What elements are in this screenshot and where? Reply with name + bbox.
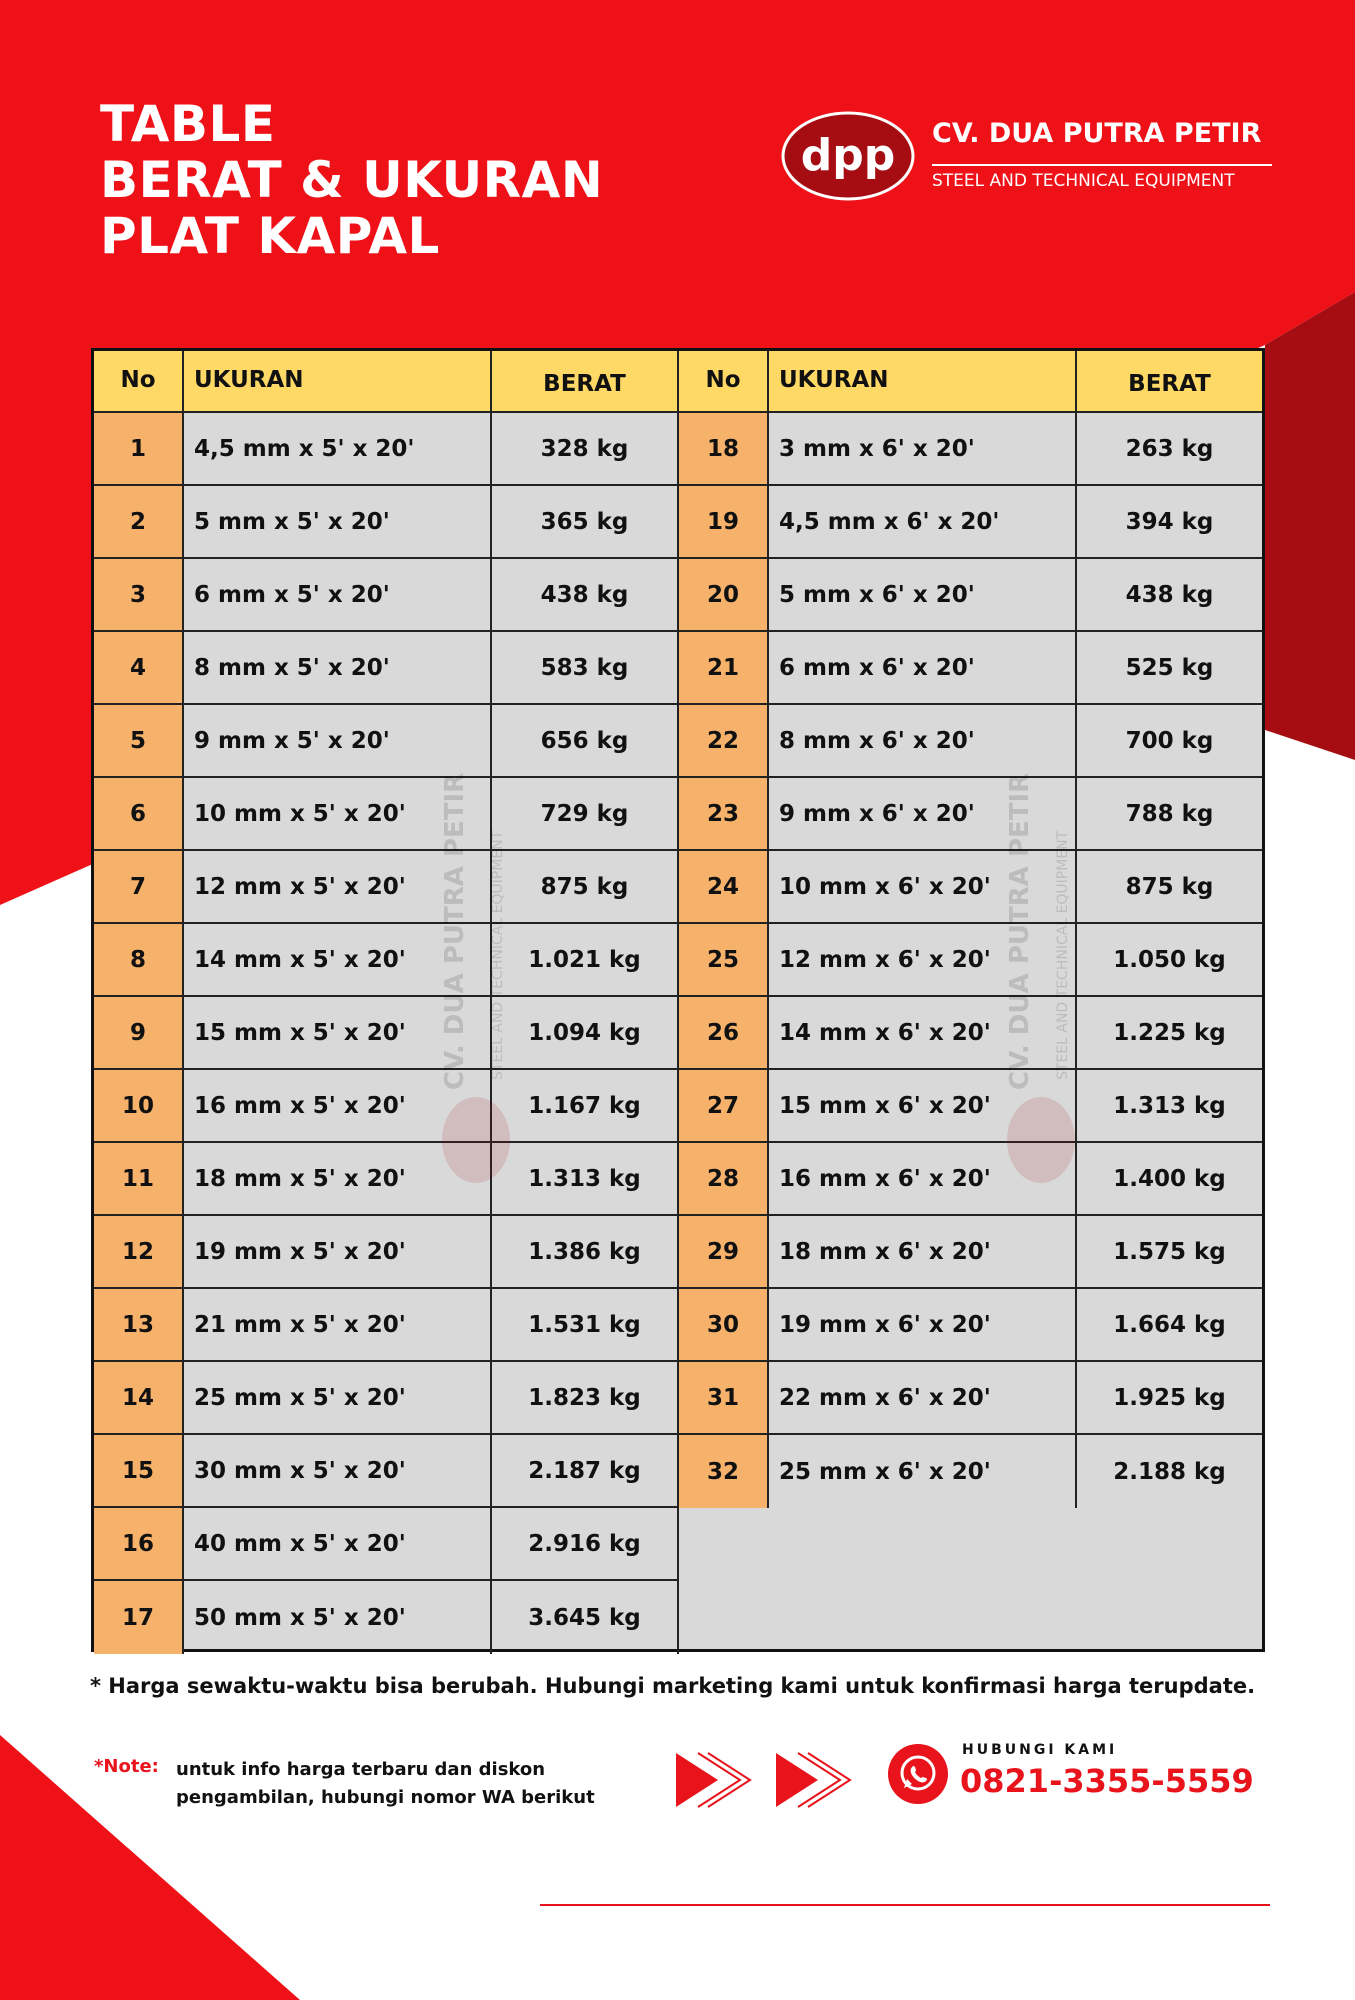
cell-berat: 2.188 kg bbox=[1113, 1458, 1226, 1485]
cell-berat: 365 kg bbox=[492, 486, 679, 557]
cell-no: 24 bbox=[679, 851, 769, 922]
table-row bbox=[94, 851, 679, 924]
cell-no: 15 bbox=[94, 1435, 184, 1506]
cell-berat: 1.313 kg bbox=[1113, 1092, 1226, 1119]
cell-berat: 1.925 kg bbox=[1113, 1384, 1226, 1411]
table-header-row bbox=[94, 351, 679, 413]
brand-divider bbox=[932, 164, 1272, 166]
cell-no: 23 bbox=[679, 778, 769, 849]
contact-phone-link[interactable]: 0821-3355-5559 bbox=[960, 1762, 1254, 1800]
cell-berat: 1.575 kg bbox=[1113, 1238, 1226, 1265]
cell-ukuran: 10 mm x 6' x 20' bbox=[769, 851, 1077, 922]
company-name: CV. DUA PUTRA PETIR bbox=[932, 118, 1262, 149]
cell-berat: 1.664 kg bbox=[1113, 1311, 1226, 1338]
cell-ukuran: 16 mm x 5' x 20' bbox=[184, 1070, 492, 1141]
title-line-1: TABLE bbox=[100, 95, 276, 153]
cell-berat: 700 kg bbox=[1125, 727, 1214, 754]
company-brand bbox=[780, 108, 1280, 208]
table-row bbox=[94, 486, 679, 559]
cell-berat: 583 kg bbox=[492, 632, 679, 703]
cell-ukuran: 6 mm x 5' x 20' bbox=[184, 559, 492, 630]
cell-berat: 1.531 kg bbox=[492, 1289, 679, 1360]
table-row bbox=[94, 924, 679, 997]
cell-ukuran: 25 mm x 6' x 20' bbox=[769, 1435, 1077, 1508]
table-right-body bbox=[679, 413, 1262, 1508]
cell-ukuran: 40 mm x 5' x 20' bbox=[184, 1508, 492, 1579]
cell-ukuran: 12 mm x 5' x 20' bbox=[184, 851, 492, 922]
table-right-half bbox=[679, 351, 1262, 1508]
cell-ukuran: 4,5 mm x 6' x 20' bbox=[769, 486, 1077, 557]
cell-no: 12 bbox=[94, 1216, 184, 1287]
cell-berat: 875 kg bbox=[492, 851, 679, 922]
cell-berat: 2.187 kg bbox=[492, 1435, 679, 1506]
cell-no: 21 bbox=[679, 632, 769, 703]
double-arrow-icon bbox=[676, 1745, 856, 1815]
cell-no: 8 bbox=[94, 924, 184, 995]
cell-berat: 1.386 kg bbox=[492, 1216, 679, 1287]
table-row bbox=[679, 486, 1262, 559]
cell-berat: 875 kg bbox=[1125, 873, 1214, 900]
company-tagline: STEEL AND TECHNICAL EQUIPMENT bbox=[932, 171, 1235, 191]
cell-berat: 1.021 kg bbox=[492, 924, 679, 995]
cell-ukuran: 3 mm x 6' x 20' bbox=[769, 413, 1077, 484]
cell-ukuran: 22 mm x 6' x 20' bbox=[769, 1362, 1077, 1433]
table-row bbox=[679, 924, 1262, 997]
cell-berat: 1.400 kg bbox=[1113, 1165, 1226, 1192]
table-row bbox=[679, 559, 1262, 632]
table-row bbox=[679, 1216, 1262, 1289]
cell-no: 4 bbox=[94, 632, 184, 703]
table-header-row bbox=[679, 351, 1262, 413]
cell-ukuran: 25 mm x 5' x 20' bbox=[184, 1362, 492, 1433]
cell-ukuran: 19 mm x 5' x 20' bbox=[184, 1216, 492, 1287]
cell-ukuran: 8 mm x 5' x 20' bbox=[184, 632, 492, 703]
cell-no: 30 bbox=[679, 1289, 769, 1360]
cell-no: 20 bbox=[679, 559, 769, 630]
column-header-no: No bbox=[679, 351, 769, 411]
weight-size-table bbox=[91, 348, 1265, 1652]
table-row bbox=[679, 413, 1262, 486]
cell-berat: 1.050 kg bbox=[1113, 946, 1226, 973]
cell-no: 9 bbox=[94, 997, 184, 1068]
cell-berat: 3.645 kg bbox=[492, 1581, 679, 1654]
price-disclaimer: * Harga sewaktu-waktu bisa berubah. Hubungi marketing kami untuk konfirmasi harga terupdate. bbox=[90, 1674, 1256, 1698]
column-header-ukuran: UKURAN bbox=[184, 351, 492, 411]
footer-divider bbox=[540, 1904, 1270, 1906]
column-header-no: No bbox=[94, 351, 184, 411]
dpp-logo-icon bbox=[780, 110, 916, 202]
title-line-2: BERAT & UKURAN bbox=[100, 151, 604, 209]
cell-no: 3 bbox=[94, 559, 184, 630]
cell-ukuran: 16 mm x 6' x 20' bbox=[769, 1143, 1077, 1214]
table-row bbox=[94, 1435, 679, 1508]
cell-berat: 328 kg bbox=[492, 413, 679, 484]
page-title bbox=[100, 96, 603, 264]
cell-no: 10 bbox=[94, 1070, 184, 1141]
cell-no: 28 bbox=[679, 1143, 769, 1214]
table-row bbox=[94, 1581, 679, 1654]
table-row bbox=[679, 632, 1262, 705]
cell-berat: 1.313 kg bbox=[492, 1143, 679, 1214]
cell-no: 2 bbox=[94, 486, 184, 557]
cell-berat: 729 kg bbox=[492, 778, 679, 849]
table-row bbox=[94, 1070, 679, 1143]
cell-ukuran: 6 mm x 6' x 20' bbox=[769, 632, 1077, 703]
table-row bbox=[679, 1289, 1262, 1362]
table-row bbox=[94, 413, 679, 486]
cell-no: 14 bbox=[94, 1362, 184, 1433]
table-left-body bbox=[94, 413, 679, 1654]
table-row bbox=[679, 1143, 1262, 1216]
cell-no: 19 bbox=[679, 486, 769, 557]
cell-no: 29 bbox=[679, 1216, 769, 1287]
cell-ukuran: 4,5 mm x 5' x 20' bbox=[184, 413, 492, 484]
table-row bbox=[94, 1362, 679, 1435]
cell-berat: 525 kg bbox=[1125, 654, 1214, 681]
cell-berat: 438 kg bbox=[1125, 581, 1214, 608]
table-row bbox=[94, 778, 679, 851]
column-header-berat: BERAT bbox=[492, 351, 679, 411]
table-row bbox=[679, 778, 1262, 851]
table-row bbox=[679, 1362, 1262, 1435]
cell-no: 31 bbox=[679, 1362, 769, 1433]
cell-ukuran: 15 mm x 5' x 20' bbox=[184, 997, 492, 1068]
cell-no: 27 bbox=[679, 1070, 769, 1141]
cell-ukuran: 10 mm x 5' x 20' bbox=[184, 778, 492, 849]
table-row bbox=[94, 559, 679, 632]
cell-no: 26 bbox=[679, 997, 769, 1068]
cell-ukuran: 21 mm x 5' x 20' bbox=[184, 1289, 492, 1360]
note-text: untuk info harga terbaru dan diskon pengambilan, hubungi nomor WA berikut bbox=[176, 1759, 595, 1808]
cell-berat: 1.225 kg bbox=[1113, 1019, 1226, 1046]
cell-ukuran: 15 mm x 6' x 20' bbox=[769, 1070, 1077, 1141]
cell-no: 18 bbox=[679, 413, 769, 484]
cell-no: 16 bbox=[94, 1508, 184, 1579]
cell-berat: 1.167 kg bbox=[492, 1070, 679, 1141]
column-header-ukuran: UKURAN bbox=[769, 351, 1077, 411]
cell-berat: 438 kg bbox=[492, 559, 679, 630]
cell-ukuran: 19 mm x 6' x 20' bbox=[769, 1289, 1077, 1360]
table-row bbox=[94, 1143, 679, 1216]
cell-ukuran: 12 mm x 6' x 20' bbox=[769, 924, 1077, 995]
cell-berat: 788 kg bbox=[1125, 800, 1214, 827]
cell-no: 7 bbox=[94, 851, 184, 922]
table-row bbox=[94, 997, 679, 1070]
cell-berat: 1.094 kg bbox=[492, 997, 679, 1068]
cell-ukuran: 9 mm x 5' x 20' bbox=[184, 705, 492, 776]
cell-ukuran: 30 mm x 5' x 20' bbox=[184, 1435, 492, 1506]
table-row bbox=[94, 632, 679, 705]
cell-berat: 656 kg bbox=[492, 705, 679, 776]
table-row bbox=[679, 1435, 1262, 1508]
cell-ukuran: 18 mm x 5' x 20' bbox=[184, 1143, 492, 1214]
table-row bbox=[679, 997, 1262, 1070]
logo-text: dpp bbox=[800, 130, 896, 181]
cell-ukuran: 50 mm x 5' x 20' bbox=[184, 1581, 492, 1654]
cell-ukuran: 14 mm x 6' x 20' bbox=[769, 997, 1077, 1068]
cell-no: 17 bbox=[94, 1581, 184, 1654]
cell-no: 11 bbox=[94, 1143, 184, 1214]
cell-ukuran: 8 mm x 6' x 20' bbox=[769, 705, 1077, 776]
table-row bbox=[94, 705, 679, 778]
cell-no: 1 bbox=[94, 413, 184, 484]
cell-ukuran: 9 mm x 6' x 20' bbox=[769, 778, 1077, 849]
contact-label: HUBUNGI KAMI bbox=[962, 1742, 1118, 1758]
column-header-berat: BERAT bbox=[1128, 371, 1211, 397]
cell-no: 13 bbox=[94, 1289, 184, 1360]
table-row bbox=[679, 1070, 1262, 1143]
cell-no: 22 bbox=[679, 705, 769, 776]
cell-ukuran: 5 mm x 6' x 20' bbox=[769, 559, 1077, 630]
cell-ukuran: 5 mm x 5' x 20' bbox=[184, 486, 492, 557]
cell-no: 32 bbox=[679, 1435, 769, 1508]
cell-no: 5 bbox=[94, 705, 184, 776]
cell-berat: 1.823 kg bbox=[492, 1362, 679, 1433]
table-row bbox=[94, 1289, 679, 1362]
cell-no: 6 bbox=[94, 778, 184, 849]
note-label: *Note: bbox=[94, 1756, 159, 1777]
table-row bbox=[94, 1216, 679, 1289]
table-left-half bbox=[94, 351, 679, 1654]
cell-no: 25 bbox=[679, 924, 769, 995]
table-row bbox=[679, 851, 1262, 924]
cell-ukuran: 18 mm x 6' x 20' bbox=[769, 1216, 1077, 1287]
cell-ukuran: 14 mm x 5' x 20' bbox=[184, 924, 492, 995]
table-row bbox=[94, 1508, 679, 1581]
cell-berat: 2.916 kg bbox=[492, 1508, 679, 1579]
table-row bbox=[679, 705, 1262, 778]
cell-berat: 263 kg bbox=[1125, 435, 1214, 462]
cell-berat: 394 kg bbox=[1125, 508, 1214, 535]
title-line-3: PLAT KAPAL bbox=[100, 207, 440, 265]
whatsapp-icon bbox=[888, 1744, 948, 1804]
